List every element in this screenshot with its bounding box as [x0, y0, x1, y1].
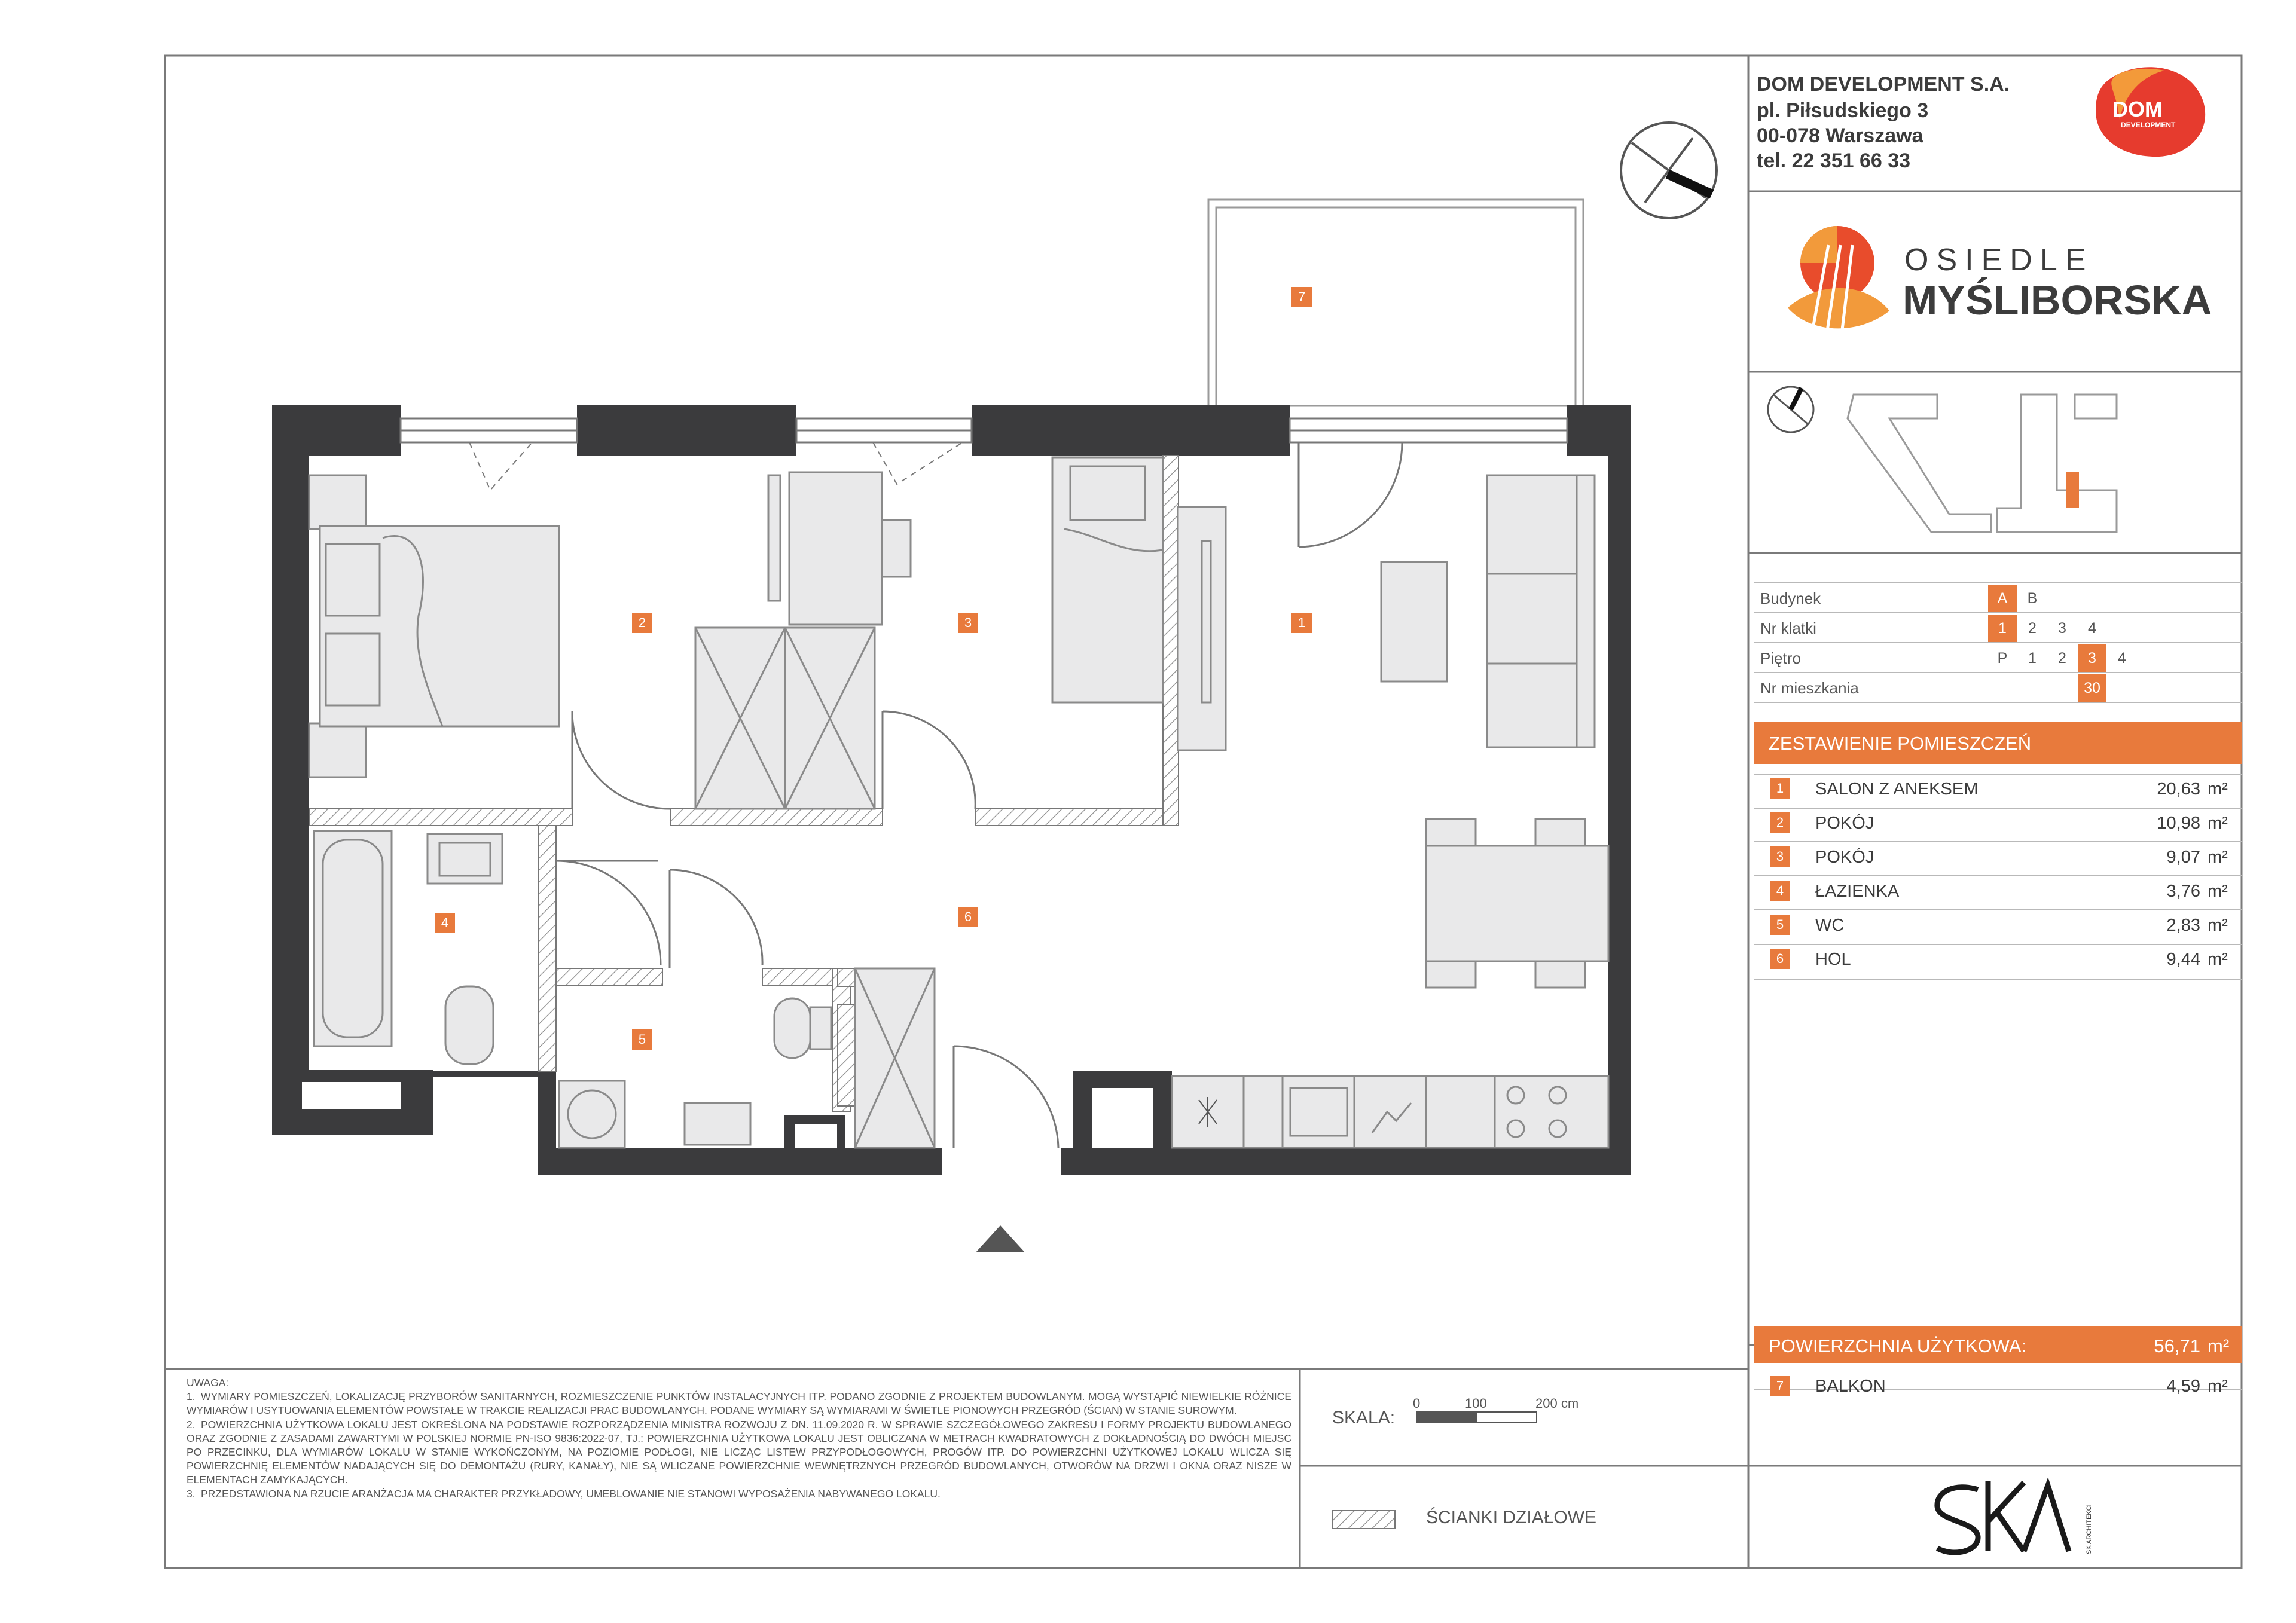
room-unit: m² [2208, 916, 2228, 935]
room-unit: m² [2208, 848, 2228, 867]
legend-hatch-sample [1332, 1511, 1395, 1529]
ska-architekci-logo [1937, 1481, 2069, 1552]
room-name: WC [1815, 916, 1845, 935]
project-name-line1: OSIEDLE [1904, 243, 2094, 277]
key-plan [1848, 395, 2117, 532]
room-area: 20,63 [2157, 780, 2200, 799]
balcony-unit: m² [2208, 1377, 2228, 1396]
scale-label: SKALA: [1332, 1408, 1396, 1428]
balcony [1208, 200, 1583, 406]
room-area: 3,76 [2166, 882, 2200, 901]
company-address-1: pl. Piłsudskiego 3 [1757, 99, 1929, 122]
location-cell: 3 [2078, 644, 2106, 672]
notes-title: UWAGA: [187, 1377, 229, 1389]
room-name: SALON Z ANEKSEM [1815, 780, 1979, 799]
location-row-label: Nr klatki [1760, 619, 1816, 637]
ska-mark-text [0, 0, 1, 1]
location-cell: 30 [2078, 674, 2106, 702]
room-num: 1 [1770, 778, 1790, 799]
scale-tick-100: 100 [1465, 1396, 1487, 1411]
scale-bar [1417, 1412, 1537, 1423]
room-area: 2,83 [2166, 916, 2200, 935]
room-area: 9,07 [2166, 848, 2200, 867]
room-num: 5 [1770, 915, 1790, 935]
company-phone: tel. 22 351 66 33 [1757, 149, 1911, 172]
balcony-num: 7 [1770, 1376, 1790, 1396]
location-row-label: Budynek [1760, 589, 1821, 607]
room-num: 4 [1770, 881, 1790, 901]
legend-label: ŚCIANKI DZIAŁOWE [1426, 1508, 1597, 1527]
plan-label-7: 7 [1292, 287, 1312, 307]
room-name: POKÓJ [1815, 814, 1874, 833]
notes [187, 1376, 1292, 1501]
ska-subtitle: SK ARCHITEKCI [2086, 1504, 2093, 1554]
location-cell [1988, 674, 2017, 702]
room-unit: m² [2208, 950, 2228, 969]
location-cell [2048, 674, 2077, 702]
location-cell: A [1988, 585, 2017, 612]
room-area: 10,98 [2157, 814, 2200, 833]
room-num: 6 [1770, 949, 1790, 969]
usable-area-label: POWIERZCHNIA UŻYTKOWA: [1769, 1335, 2027, 1356]
doors [556, 442, 1402, 1148]
room-num: 2 [1770, 812, 1790, 833]
location-row-label: Nr mieszkania [1760, 679, 1859, 697]
company-name: DOM DEVELOPMENT S.A. [1757, 73, 2010, 96]
company-address-2: 00-078 Warszawa [1757, 124, 1923, 147]
location-cell: 1 [2028, 650, 2037, 667]
room-name: ŁAZIENKA [1815, 882, 1900, 901]
rooms-header: ZESTAWIENIE POMIESZCZEŃ [1769, 733, 2032, 754]
location-cell: 4 [2118, 650, 2126, 667]
scale-tick-0: 0 [1413, 1396, 1421, 1411]
osiedle-logo-icon [1788, 226, 1889, 335]
location-cell: 3 [2058, 620, 2066, 637]
logo-dom-text: DOM [2112, 97, 2163, 121]
note-2: 2. POWIERZCHNIA UŻYTKOWA LOKALU JEST OKREŚLONA NA PODSTAWIE ROZPORZĄDZENIA MINISTRA ROZWOJU Z DN. 11.09.2020 R. W SPRAWIE SZCZEGÓŁOWEGO ZAKRESU I FORMY PROJEKTU BUDOWLANEGO ORAZ ZGODNIE Z ZASADAMI ZAWARTYMI W POLSKIEJ NORMIE PN-ISO 9836:2022-07, TJ.: POWIERZCHNIA UŻYTKOWA LOKALU JEST OBLICZANA W METRACH KWADRATOWYCH Z DOKŁADNOŚCIĄ DO DWÓCH MIEJSC PO PRZECINKU, DLA WYMIARÓW LOKALU W STANIE WYKOŃCZONYM, NA POZIOMIE PODŁOGI, NIE LICZĄC LISTEW PRZYPODŁOGOWYCH, PROGÓW ITP. DO POWIERZCHNI UŻYTKOWEJ LOKALU WLICZA SIĘ POWIERZCHNIĘ ELEMENTÓW NADAJĄCYCH SIĘ DO DEMONTAŻU (RURY, KANAŁY), NIE SĄ WLICZANE POWIERZCHNIE WEWNĘTRZNYCH PRZEGRÓD BUDOWLANYCH, OTWORÓW NA DRZWI I OKNA ORAZ NISZE W ELEMENTACH ZAMYKAJĄCYCH. [187, 1418, 1292, 1486]
usable-area-unit: m² [2208, 1335, 2230, 1356]
plan-label-4: 4 [435, 913, 455, 933]
balcony-area: 4,59 [2166, 1377, 2200, 1396]
location-cell [2018, 674, 2047, 702]
plan-label-6: 6 [958, 907, 978, 927]
entrance-arrow-icon [976, 1225, 1025, 1252]
room-num: 3 [1770, 846, 1790, 867]
balcony-name: BALKON [1815, 1377, 1886, 1396]
location-cell: B [2027, 590, 2038, 607]
room-name: HOL [1815, 950, 1851, 969]
room-area: 9,44 [2166, 950, 2200, 969]
key-plan-compass-icon [1768, 387, 1813, 432]
plan-label-3: 3 [958, 613, 978, 633]
logo-development-text: DEVELOPMENT [2121, 121, 2176, 129]
location-row-label: Piętro [1760, 649, 1801, 667]
note-1: 1. WYMIARY POMIESZCZEŃ, LOKALIZACJĘ PRZYBORÓW SANITARNYCH, ROZMIESZCZENIE PUNKTÓW INSTALACYJNYCH ITP. PODANO ZGODNIE Z PROJEKTEM BUDOWLANYM. MOGĄ WYSTĄPIĆ NIEWIELKIE RÓŻNICE WYMIARÓW I USYTUOWANIA ELEMENTÓW POWSTAŁE W TRAKCIE REALIZACJI PRAC BUDOWLANYCH. PODANE WYMIARY SĄ WYMIARAMI W ŚWIETLE PIONOWYCH PRZEGRÓD (ŚCIAN) W STANIE SUROWYM. [187, 1390, 1292, 1417]
usable-area-value: 56,71 [2154, 1335, 2200, 1356]
location-cell: 1 [1988, 615, 2017, 642]
location-cell: 2 [2058, 650, 2066, 667]
north-compass-icon [1621, 123, 1717, 218]
room-name: POKÓJ [1815, 848, 1874, 867]
note-3: 3. PRZEDSTAWIONA NA RZUCIE ARANŻACJA MA CHARAKTER PRZYKŁADOWY, UMEBLOWANIE NIE STANOWI WYPOSAŻENIA NABYWANEGO LOKALU. [187, 1487, 941, 1500]
plan-label-5: 5 [632, 1029, 652, 1050]
location-cell: P [1997, 650, 2008, 667]
room-unit: m² [2208, 780, 2228, 799]
room-unit: m² [2208, 882, 2228, 901]
project-name-line2: MYŚLIBORSKA [1903, 277, 2212, 323]
location-cell: 2 [2028, 620, 2037, 637]
location-cell: 4 [2088, 620, 2096, 637]
furniture [309, 457, 1608, 1148]
room-unit: m² [2208, 814, 2228, 833]
scale-tick-200: 200 cm [1535, 1396, 1579, 1411]
plan-label-2: 2 [632, 613, 652, 633]
plan-label-1: 1 [1292, 613, 1312, 633]
